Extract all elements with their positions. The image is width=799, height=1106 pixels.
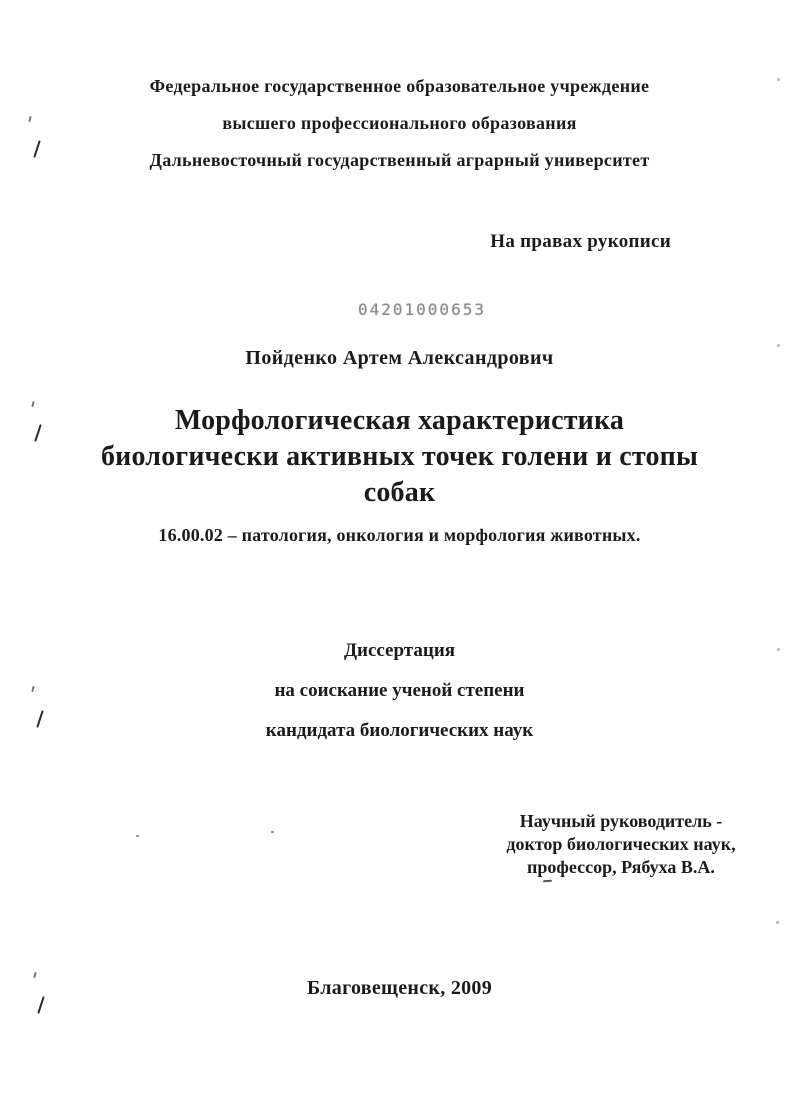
dissertation-title (0, 403, 799, 511)
scan-speck (776, 921, 779, 924)
supervisor-line-3: профессор, Рябуха В.А. (527, 857, 715, 877)
dissertation-line-3: кандидата биологических наук (265, 720, 534, 741)
supervisor-line-2: доктор биологических наук, (506, 834, 736, 854)
scan-speck (777, 648, 780, 651)
dissertation-degree-block (0, 631, 799, 751)
scan-speck (136, 835, 139, 837)
title-line-1: Морфологическая характеристика (174, 405, 625, 436)
specialty-line: 16.00.02 – патология, онкология и морфология животных. (158, 525, 641, 545)
registration-number-stamp: 04201000653 (358, 300, 486, 319)
dissertation-line-1: Диссертация (343, 640, 456, 661)
supervisor-block (485, 810, 757, 879)
institution-line-3: Дальневосточный государственный аграрный университет (149, 150, 650, 170)
author-name: Пойденко Артем Александрович (245, 347, 554, 369)
title-line-2: биологически активных точек голени и стопы (100, 441, 699, 472)
city-year-imprint: Благовещенск, 2009 (306, 977, 493, 999)
scan-speck (777, 344, 780, 347)
institution-line-1: Федеральное государственное образовательное учреждение (149, 76, 650, 96)
title-line-3: собак (363, 477, 436, 508)
scan-speck (271, 831, 274, 833)
dissertation-line-2: на соискание ученой степени (274, 680, 525, 701)
scan-speck (777, 78, 780, 81)
institution-header (0, 68, 799, 179)
institution-line-2: высшего профессионального образования (222, 113, 577, 133)
supervisor-line-1: Научный руководитель - (519, 811, 723, 831)
pen-dash-mark (543, 880, 552, 883)
manuscript-rights-note: На правах рукописи (490, 231, 671, 252)
